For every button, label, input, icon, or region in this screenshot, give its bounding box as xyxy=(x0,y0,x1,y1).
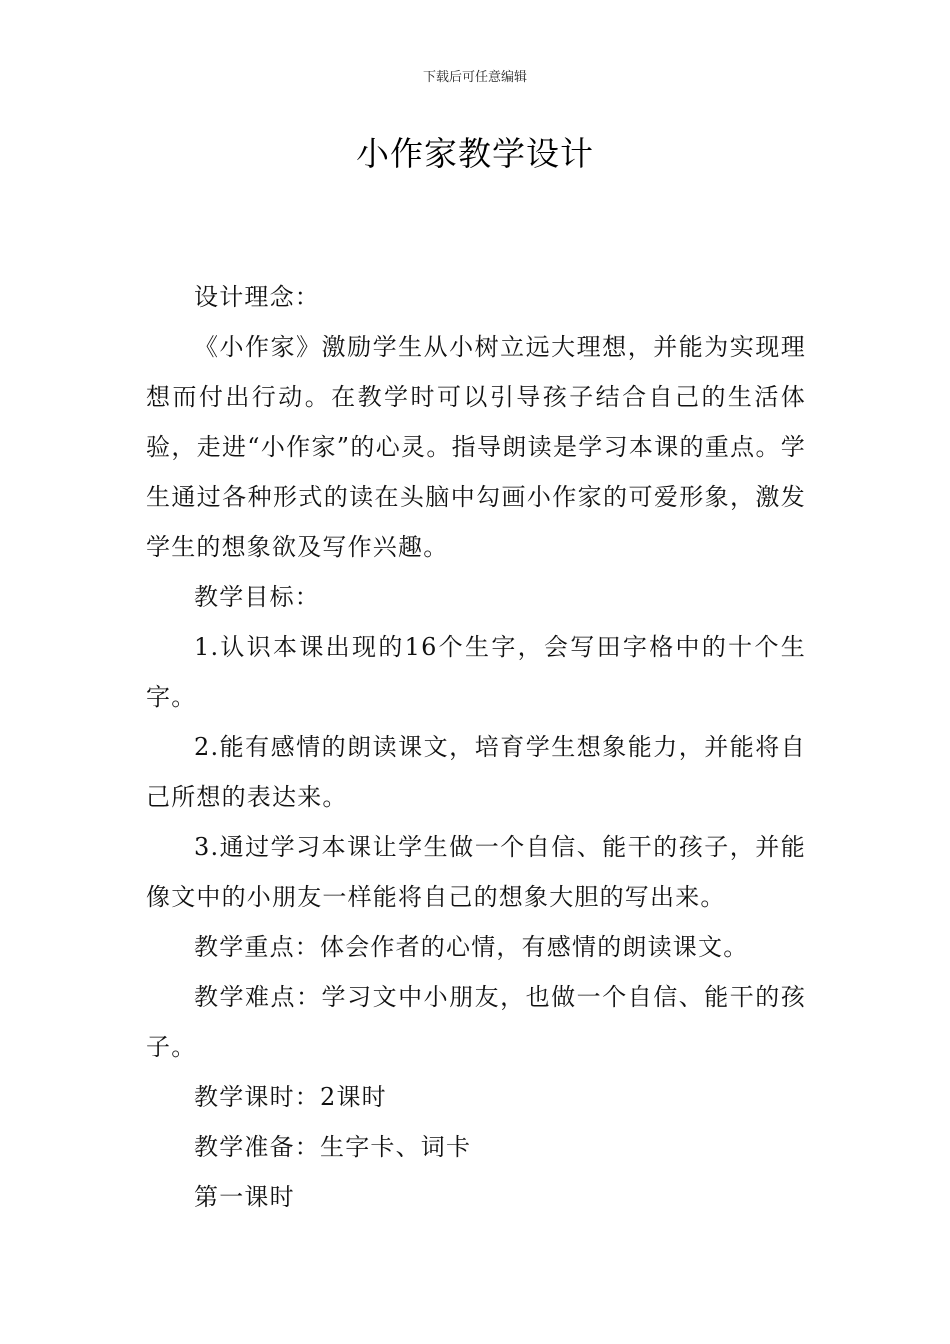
document-title: 小作家教学设计 xyxy=(356,134,594,173)
document-body xyxy=(146,272,806,1222)
paragraph: 2.能有感情的朗读课文，培育学生想象能力，并能将自己所想的表达来。 xyxy=(146,733,806,811)
paragraph: 设计理念： xyxy=(194,283,320,311)
paragraph: 《小作家》激励学生从小树立远大理想，并能为实现理想而付出行动。在教学时可以引导孩子结合自己的生活体验，走进“小作家”的心灵。指导朗读是学习本课的重点。学生通过各种形式的读在头脑中勾画小作家的可爱形象，激发学生的想象欲及写作兴趣。 xyxy=(146,333,806,561)
paragraph: 教学课时：2课时 xyxy=(194,1083,387,1111)
header-note: 下载后可任意编辑 xyxy=(422,70,527,85)
paragraph: 第一课时 xyxy=(194,1183,295,1211)
paragraph: 教学难点：学习文中小朋友，也做一个自信、能干的孩子。 xyxy=(146,983,806,1061)
paragraph: 教学目标： xyxy=(194,583,320,611)
paragraph: 教学重点：体会作者的心情，有感情的朗读课文。 xyxy=(194,933,749,961)
paragraph: 1.认识本课出现的16个生字，会写田字格中的十个生字。 xyxy=(146,633,806,711)
paragraph: 教学准备：生字卡、词卡 xyxy=(194,1133,472,1161)
paragraph: 3.通过学习本课让学生做一个自信、能干的孩子，并能像文中的小朋友一样能将自己的想象大胆的写出来。 xyxy=(146,833,806,911)
